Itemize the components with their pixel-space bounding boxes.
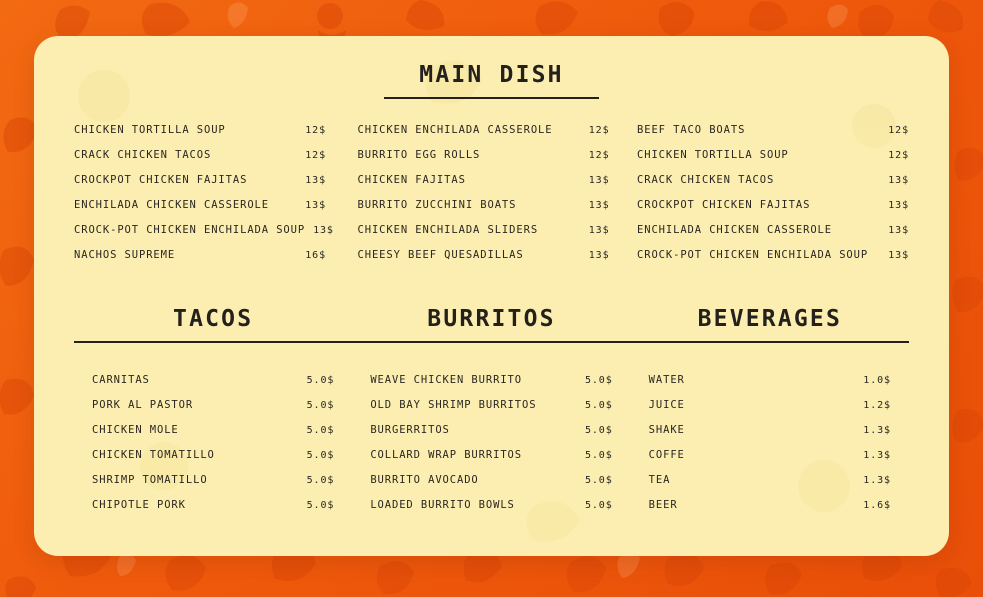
item-name: CRACK CHICKEN TACOS [637,173,775,186]
menu-item[interactable] [370,392,612,417]
section-main-dish [74,62,909,272]
item-price: 12$ [305,149,326,161]
item-price: 13$ [313,224,334,236]
item-price: 13$ [888,174,909,186]
item-price: 12$ [888,149,909,161]
item-price: 13$ [588,199,610,211]
item-price: 5.0$ [584,499,613,511]
item-price: 12$ [305,124,326,136]
section-title-main-dish: MAIN DISH [384,62,599,99]
item-name: CHICKEN TOMATILLO [92,448,215,461]
item-price: 1.3$ [863,474,891,486]
item-price: 5.0$ [306,499,335,511]
item-name: BURRITO AVOCADO [370,473,479,486]
item-price: 5.0$ [306,449,335,461]
menu-item[interactable] [370,492,612,517]
item-name: BURGERRITOS [370,423,450,436]
menu-item[interactable] [358,142,610,167]
item-name: CHICKEN MOLE [92,423,179,436]
item-name: OLD BAY SHRIMP BURRITOS [370,398,537,411]
item-price: 1.6$ [863,499,891,511]
menu-item[interactable] [92,392,334,417]
menu-item[interactable] [649,417,891,442]
item-name: CROCK-POT CHICKEN ENCHILADA SOUP [637,248,869,261]
item-price: 12$ [588,124,610,136]
main-dish-column-2 [358,117,610,267]
menu-item[interactable] [637,192,909,217]
menu-item[interactable] [92,492,334,517]
item-name: CHIPOTLE PORK [92,498,186,511]
item-name: CHICKEN FAJITAS [357,173,466,186]
item-price: 1.0$ [863,374,891,386]
menu-item[interactable] [74,142,326,167]
item-name: SHAKE [648,423,685,436]
menu-item[interactable] [92,442,334,467]
item-price: 5.0$ [306,474,335,486]
menu-item[interactable] [358,117,610,142]
main-dish-column-1 [74,117,334,267]
section-title-tacos: TACOS [74,306,352,343]
item-name: CROCKPOT CHICKEN FAJITAS [74,173,248,186]
menu-item[interactable] [649,392,891,417]
menu-item[interactable] [637,167,909,192]
menu-item[interactable] [358,192,610,217]
item-name: BEER [648,498,678,511]
item-price: 13$ [888,249,909,261]
section-title-burritos: BURRITOS [352,306,630,343]
item-name: CHICKEN TORTILLA SOUP [74,123,226,136]
menu-item[interactable] [92,467,334,492]
menu-item[interactable] [74,117,326,142]
item-price: 13$ [305,199,326,211]
menu-item[interactable] [74,217,334,242]
menu-item[interactable] [92,367,334,392]
item-name: SHRIMP TOMATILLO [92,473,208,486]
item-price: 1.2$ [863,399,891,411]
item-name: BEEF TACO BOATS [637,123,746,136]
menu-item[interactable] [637,217,909,242]
menu-item[interactable] [92,417,334,442]
item-name: CARNITAS [92,373,150,386]
item-name: CHEESY BEEF QUESADILLAS [357,248,524,261]
item-name: NACHOS SUPREME [74,248,176,261]
item-name: LOADED BURRITO BOWLS [370,498,515,511]
item-name: CROCKPOT CHICKEN FAJITAS [637,198,811,211]
item-price: 1.3$ [863,424,891,436]
item-price: 5.0$ [584,449,613,461]
menu-item[interactable] [637,242,909,267]
item-name: TEA [648,473,671,486]
item-name: CHICKEN ENCHILADA CASSEROLE [357,123,553,136]
section-burritos [352,306,630,517]
item-name: CHICKEN TORTILLA SOUP [637,148,789,161]
item-price: 5.0$ [306,424,335,436]
main-dish-column-3 [637,117,909,267]
item-name: ENCHILADA CHICKEN CASSEROLE [74,198,269,211]
menu-item[interactable] [649,467,891,492]
menu-item[interactable] [649,492,891,517]
item-price: 5.0$ [584,474,613,486]
item-price: 5.0$ [584,399,613,411]
item-name: COFFE [648,448,685,461]
item-name: CROCK-POT CHICKEN ENCHILADA SOUP [74,223,306,236]
item-price: 5.0$ [584,424,613,436]
menu-card [34,36,949,556]
menu-item[interactable] [74,192,326,217]
menu-item[interactable] [637,117,909,142]
menu-item[interactable] [370,467,612,492]
item-name: JUICE [648,398,685,411]
menu-item[interactable] [74,242,326,267]
menu-item[interactable] [370,417,612,442]
menu-item[interactable] [637,142,909,167]
item-name: PORK AL PASTOR [92,398,194,411]
menu-item[interactable] [358,217,610,242]
item-name: CRACK CHICKEN TACOS [74,148,212,161]
section-title-beverages: BEVERAGES [631,306,909,343]
item-name: BURRITO ZUCCHINI BOATS [357,198,517,211]
item-price: 12$ [888,124,909,136]
menu-item[interactable] [370,442,612,467]
item-price: 13$ [305,174,326,186]
item-name: BURRITO EGG ROLLS [357,148,481,161]
section-tacos [74,306,352,517]
item-price: 13$ [588,224,610,236]
menu-item[interactable] [649,442,891,467]
item-price: 13$ [588,249,610,261]
item-name: ENCHILADA CHICKEN CASSEROLE [637,223,832,236]
item-price: 12$ [588,149,610,161]
item-price: 5.0$ [306,374,335,386]
menu-item[interactable] [358,242,610,267]
menu-item[interactable] [649,367,891,392]
menu-item[interactable] [358,167,610,192]
item-price: 1.3$ [863,449,891,461]
item-name: COLLARD WRAP BURRITOS [370,448,522,461]
item-name: CHICKEN ENCHILADA SLIDERS [357,223,539,236]
item-price: 5.0$ [584,374,613,386]
item-price: 16$ [305,249,326,261]
menu-item[interactable] [370,367,612,392]
menu-item[interactable] [74,167,326,192]
item-name: WEAVE CHICKEN BURRITO [370,373,522,386]
section-beverages [631,306,909,517]
item-price: 13$ [888,199,909,211]
item-price: 13$ [588,174,610,186]
item-price: 5.0$ [306,399,335,411]
item-price: 13$ [888,224,909,236]
item-name: WATER [648,373,685,386]
